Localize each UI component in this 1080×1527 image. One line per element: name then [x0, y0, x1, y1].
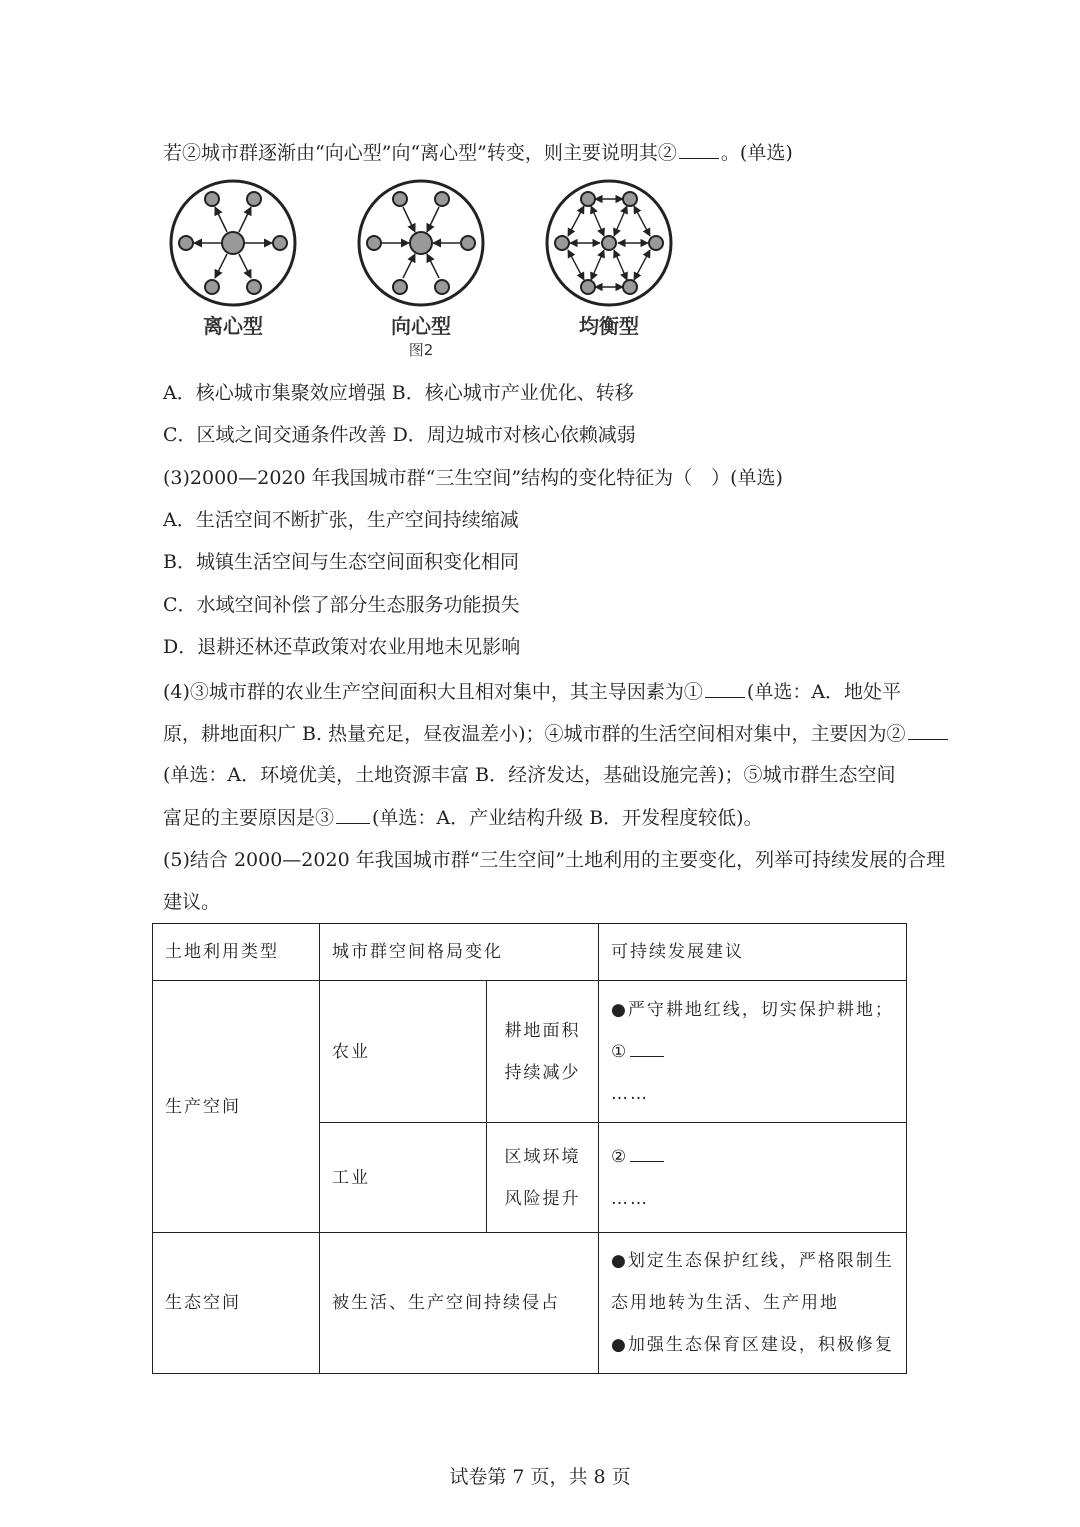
answer-blank [630, 1038, 664, 1057]
answer-blank [630, 1143, 664, 1162]
eco-suggestion-2: 态用地转为生活、生产用地 [611, 1293, 839, 1313]
cell-industry: 工业 [320, 1123, 487, 1233]
ind-suggestion-blank-line [611, 1136, 906, 1178]
q2-options-line-2: C．区域之间交通条件改善 D．周边城市对核心依赖减弱 [163, 424, 636, 446]
q4-text: (单选：A．地处平 [746, 681, 902, 703]
core-city [410, 232, 432, 254]
agri-change-line-2: 持续减少 [504, 1062, 581, 1083]
q4-text: (单选：A．产业结构升级 B．开发程度较低)。 [372, 807, 763, 829]
answer-blank [908, 721, 948, 740]
cell-ind-change [487, 1123, 599, 1233]
question-2-intro [163, 140, 793, 165]
cell-ind-suggestion [599, 1123, 907, 1233]
header-pattern-change: 城市群空间格局变化 [320, 924, 599, 981]
q3-option-d: D．退耕还林还草政策对农业用地未见影响 [163, 636, 521, 658]
q3-option-c: C．水域空间补偿了部分生态服务功能损失 [163, 594, 520, 616]
label-balanced: 均衡型 [579, 314, 639, 338]
q2-text-c: 。(单选) [720, 142, 793, 164]
q3-option-a: A．生活空间不断扩张，生产空间持续缩减 [163, 509, 519, 531]
question-4-line-4 [163, 805, 763, 830]
header-suggestion: 可持续发展建议 [599, 924, 907, 981]
ind-change-line-2: 风险提升 [504, 1188, 581, 1209]
diagram-centrifugal [171, 181, 295, 338]
question-4-line-3: (单选：A．环境优美，土地资源丰富 B．经济发达，基础设施完善)；⑤城市群生态空间 [163, 764, 896, 786]
question-5-line-2: 建议。 [163, 891, 221, 913]
cell-production-space: 生产空间 [153, 981, 320, 1233]
figure-city-cluster-types [165, 175, 725, 365]
q4-text: 原，耕地面积广 B. 热量充足，昼夜温差小)；④城市群的生活空间相对集中，主要因为② [163, 723, 906, 745]
answer-blank [336, 805, 370, 824]
core-city [222, 232, 244, 254]
q2-options-line-1: A．核心城市集聚效应增强 B．核心城市产业优化、转移 [163, 382, 634, 404]
question-4-line-1 [163, 679, 901, 704]
page-footer: 试卷第 7 页，共 8 页 [449, 1466, 631, 1488]
eco-suggestion-1: ●划定生态保护红线，严格限制生 [611, 1251, 894, 1271]
table-row [153, 1233, 907, 1374]
agri-change-line-1: 耕地面积 [504, 1020, 581, 1041]
header-land-use-type: 土地利用类型 [153, 924, 320, 981]
q4-text: (4)③城市群的农业生产空间面积大且相对集中，其主导因素为① [163, 681, 703, 703]
cell-agriculture: 农业 [320, 981, 487, 1123]
question-5-line-1: (5)结合 2000—2020 年我国城市群“三生空间”土地利用的主要变化，列举可持续发展的合理 [163, 849, 946, 871]
answer-blank [679, 140, 719, 159]
circled-number: ① [611, 1041, 629, 1062]
table-row [153, 981, 907, 1123]
q2-circled-number-2: ② [657, 142, 677, 164]
eco-suggestion-3: ●加强生态保育区建设，积极修复 [611, 1335, 894, 1355]
circled-number: ② [611, 1146, 629, 1167]
diagram-balanced [547, 181, 671, 338]
cell-agri-suggestion [599, 981, 907, 1123]
q2-text-b: 城市群逐渐由“向心型”向“离心型”转变，则主要说明其 [201, 142, 658, 164]
agri-suggestion-1: ●严守耕地红线，切实保护耕地； [611, 999, 894, 1020]
cell-agri-change [487, 981, 599, 1123]
agri-suggestion-ellipsis: …… [611, 1083, 649, 1104]
q2-circled-number: ② [182, 142, 202, 164]
q4-text: 富足的主要原因是③ [163, 807, 335, 829]
cell-eco-suggestion [599, 1233, 907, 1374]
table-header-row [153, 924, 907, 981]
cell-eco-change: 被生活、生产空间持续侵占 [320, 1233, 599, 1374]
q3-option-b: B．城镇生活空间与生态空间面积变化相同 [163, 551, 519, 573]
q2-text-a: 若 [163, 142, 183, 164]
land-use-table [152, 923, 907, 1374]
ind-change-line-1: 区域环境 [504, 1146, 581, 1167]
answer-blank [705, 679, 745, 698]
label-centripetal: 向心型 [391, 314, 451, 338]
question-3-stem: (3)2000—2020 年我国城市群“三生空间”结构的变化特征为（ ）(单选) [163, 467, 783, 489]
agri-suggestion-blank-line [611, 1031, 906, 1073]
label-centrifugal: 离心型 [203, 314, 263, 338]
question-4-line-2 [163, 721, 950, 746]
figure-caption: 图2 [408, 341, 434, 359]
ind-suggestion-ellipsis: …… [611, 1188, 649, 1209]
cell-ecological-space: 生态空间 [153, 1233, 320, 1374]
diagram-centripetal [359, 181, 483, 359]
